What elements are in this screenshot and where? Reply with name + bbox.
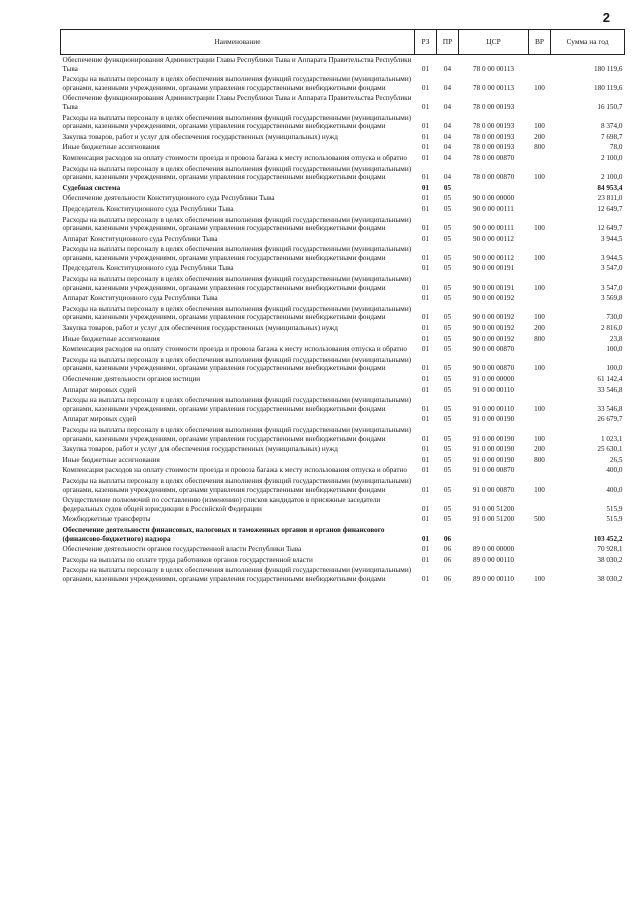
cell-csr: 90 0 00 00192: [472, 324, 515, 333]
cell-csr: 89 0 00 00110: [472, 555, 515, 564]
cell-pr: 05: [443, 466, 452, 475]
cell-pr: 05: [443, 294, 452, 303]
cell-sum: 100,0: [606, 345, 623, 354]
cell-vr: [529, 385, 551, 396]
cell-pr: 04: [443, 102, 452, 111]
cell-pr: 05: [443, 283, 452, 292]
cell-rz: 01: [421, 375, 430, 383]
cell-vr: [529, 93, 551, 112]
table-row: [61, 55, 625, 75]
cell-name: Обеспечение функционирования Администрации Главы Республики Тыва и Аппарата Правительства Республики Тыва: [62, 56, 412, 73]
cell-rz: 01: [421, 534, 430, 543]
cell-rz: 01: [421, 264, 430, 273]
table-row: [61, 323, 625, 334]
cell-csr: 90 0 00 00191: [472, 283, 515, 292]
cell-vr: [529, 525, 551, 544]
cell-csr: 91 0 00 00110: [472, 404, 515, 413]
cell-vr: [529, 465, 551, 476]
cell-rz: 01: [421, 445, 430, 454]
cell-pr: 05: [443, 364, 452, 373]
cell-csr: 90 0 00 00112: [472, 234, 515, 243]
cell-sum: 23,8: [609, 334, 623, 343]
cell-name: Расходы на выплаты персоналу в целях обеспечения выполнения функций государственными (муниципальными) органами, казенными учреждениями, органами управления государственными внебюджетными фондами: [62, 113, 412, 131]
cell-rz: 01: [421, 64, 430, 73]
cell-vr: [529, 263, 551, 274]
cell-rz: 01: [421, 294, 430, 303]
cell-sum: 103 452,2: [593, 534, 623, 543]
cell-sum: 16 150,7: [597, 102, 623, 111]
cell-rz: 01: [421, 183, 430, 192]
cell-rz: 01: [421, 132, 430, 141]
cell-vr: 100: [534, 253, 545, 262]
table-row: [61, 204, 625, 215]
cell-name: Судебная система: [62, 183, 121, 192]
table-row: [61, 374, 625, 385]
cell-rz: 01: [421, 466, 430, 475]
cell-rz: 01: [421, 224, 430, 233]
table-row: [61, 455, 625, 466]
cell-name: Обеспечение функционирования Администрации Главы Республики Тыва и Аппарата Правительства Республики Тыва: [62, 94, 412, 111]
table-body: [61, 55, 625, 585]
cell-name: Председатель Конституционного суда Республики Тыва: [62, 264, 234, 273]
table-row: [61, 142, 625, 153]
table-row: [61, 444, 625, 455]
cell-pr: 05: [443, 204, 452, 213]
cell-name: Расходы на выплаты персоналу в целях обеспечения выполнения функций государственными (муниципальными) органами, казенными учреждениями, органами управления государственными внебюджетными фондами: [62, 215, 412, 233]
cell-pr: 04: [443, 132, 452, 141]
cell-vr: [529, 153, 551, 164]
table-row: [61, 293, 625, 304]
table-row: [61, 93, 625, 112]
cell-rz: 01: [421, 574, 430, 583]
cell-name: Закупка товаров, работ и услуг для обеспечения государственных (муниципальных) нужд: [62, 324, 338, 333]
cell-csr: 90 0 00 00192: [472, 334, 515, 343]
cell-sum: 730,0: [606, 313, 623, 322]
table-row: [61, 234, 625, 245]
cell-rz: 01: [421, 253, 430, 262]
cell-rz: 01: [421, 485, 430, 494]
table-row: [61, 334, 625, 345]
cell-sum: 100,0: [606, 364, 623, 373]
cell-rz: 01: [421, 504, 430, 513]
budget-table: [60, 29, 625, 584]
cell-sum: 84 953,4: [597, 183, 623, 192]
cell-csr: 91 0 00 00190: [472, 434, 515, 443]
cell-name: Иные бюджетные ассигнования: [62, 143, 160, 152]
cell-sum: 3 944,5: [600, 234, 623, 243]
cell-vr: [529, 183, 551, 194]
header-csr: ЦСР: [459, 30, 529, 55]
cell-name: Расходы на выплаты персоналу в целях обеспечения выполнения функций государственными (муниципальными) органами, казенными учреждениями, органами управления государственными внебюджетными фондами: [62, 476, 412, 494]
cell-vr: 200: [534, 445, 545, 454]
cell-name: Аппарат мировых судей: [62, 385, 137, 394]
cell-sum: 3 944,5: [600, 253, 623, 262]
table-row: [61, 74, 625, 93]
cell-sum: 25 630,1: [597, 445, 623, 454]
cell-rz: 01: [421, 283, 430, 292]
table-row: [61, 244, 625, 263]
cell-name: Обеспечение деятельности органов юстиции: [62, 375, 201, 383]
cell-csr: 91 0 00 00870: [472, 485, 515, 494]
cell-name: Расходы на выплаты персоналу в целях обеспечения выполнения функций государственными (муниципальными) органами, казенными учреждениями, органами управления государственными внебюджетными фондами: [62, 425, 412, 443]
cell-name: Аппарат Конституционного суда Республики Тыва: [62, 234, 218, 243]
cell-csr: 91 0 00 00870: [472, 466, 515, 475]
table-row: [61, 193, 625, 204]
cell-name: Расходы на выплаты персоналу в целях обеспечения выполнения функций государственными (муниципальными) органами, казенными учреждениями, органами управления государственными внебюджетными фондами: [62, 164, 412, 182]
cell-sum: 400,0: [606, 466, 623, 475]
table-row: [61, 555, 625, 566]
cell-name: Расходы на выплаты персоналу в целях обеспечения выполнения функций государственными (муниципальными) органами, казенными учреждениями, органами управления государственными внебюджетными фондами: [62, 566, 412, 583]
cell-csr: 90 0 00 00111: [473, 224, 514, 233]
cell-name: Закупка товаров, работ и услуг для обеспечения государственных (муниципальных) нужд: [62, 132, 338, 141]
cell-sum: 38 030,2: [597, 574, 623, 583]
cell-pr: 05: [443, 313, 452, 322]
cell-csr: 90 0 00 00870: [472, 345, 515, 354]
table-row: [61, 344, 625, 355]
cell-csr: 91 0 00 00190: [472, 455, 515, 464]
cell-rz: 01: [421, 153, 430, 162]
cell-name: Председатель Конституционного суда Республики Тыва: [62, 204, 234, 213]
cell-csr: 91 0 00 00190: [472, 415, 515, 424]
page-number: 2: [602, 10, 610, 25]
header-sum: Сумма на год: [551, 30, 625, 55]
cell-csr: 78 0 00 00193: [472, 102, 515, 111]
cell-rz: 01: [421, 194, 430, 203]
header-name: Наименование: [61, 30, 415, 55]
cell-vr: 100: [534, 434, 545, 443]
table-row: [61, 304, 625, 323]
cell-rz: 01: [421, 173, 430, 182]
header-rz: РЗ: [415, 30, 437, 55]
cell-pr: 05: [443, 404, 452, 413]
cell-csr: 90 0 00 00192: [472, 294, 515, 303]
cell-name: Аппарат Конституционного суда Республики Тыва: [62, 294, 218, 303]
cell-rz: 01: [421, 204, 430, 213]
cell-rz: 01: [421, 324, 430, 333]
cell-sum: 61 142,4: [597, 375, 623, 383]
cell-sum: 2 816,0: [600, 324, 623, 333]
cell-pr: 05: [443, 434, 452, 443]
cell-vr: 200: [534, 132, 545, 141]
cell-sum: 8 374,0: [600, 122, 623, 131]
cell-name: Расходы на выплаты по оплате труда работников органов государственной власти: [62, 555, 313, 564]
cell-sum: 33 546,8: [597, 404, 623, 413]
table-row: [61, 565, 625, 584]
cell-name: Обеспечение деятельности органов государственной власти Республики Тыва: [62, 545, 302, 554]
table-row: [61, 525, 625, 544]
cell-pr: 06: [443, 534, 452, 543]
cell-name: Расходы на выплаты персоналу в целях обеспечения выполнения функций государственными (муниципальными) органами, казенными учреждениями, органами управления государственными внебюджетными фондами: [62, 75, 412, 92]
table-row: [61, 395, 625, 414]
cell-pr: 05: [443, 264, 452, 273]
table-row: [61, 153, 625, 164]
cell-sum: 23 811,0: [597, 194, 623, 203]
cell-csr: [459, 183, 529, 194]
cell-rz: 01: [421, 83, 430, 92]
table-row: [61, 385, 625, 396]
cell-rz: 01: [421, 122, 430, 131]
cell-name: Компенсация расходов на оплату стоимости проезда и провоза багажа к месту использования отпуска и обратно: [62, 466, 407, 475]
cell-vr: [529, 55, 551, 75]
cell-csr: 78 0 00 00193: [472, 132, 515, 141]
cell-csr: 90 0 00 00870: [472, 364, 515, 373]
cell-name: Компенсация расходов на оплату стоимости проезда и провоза багажа к месту использования отпуска и обратно: [62, 345, 407, 354]
cell-name: Расходы на выплаты персоналу в целях обеспечения выполнения функций государственными (муниципальными) органами, казенными учреждениями, органами управления государственными внебюджетными фондами: [62, 355, 412, 373]
cell-pr: 05: [443, 504, 452, 513]
cell-name: Обеспечение деятельности финансовых, налоговых и таможенных органов и органов финансового (финансово-бюджетного) надзора: [62, 525, 385, 543]
cell-name: Расходы на выплаты персоналу в целях обеспечения выполнения функций государственными (муниципальными) органами, казенными учреждениями, органами управления государственными внебюджетными фондами: [62, 275, 412, 292]
cell-pr: 05: [443, 324, 452, 333]
cell-vr: 100: [534, 83, 545, 92]
table-row: [61, 263, 625, 274]
cell-csr: 91 0 00 00110: [472, 385, 515, 394]
cell-vr: 100: [534, 364, 545, 373]
cell-csr: 78 0 00 00193: [472, 143, 515, 152]
cell-csr: 89 0 00 00000: [472, 545, 515, 554]
cell-pr: 05: [443, 234, 452, 243]
cell-pr: 05: [443, 334, 452, 343]
cell-pr: 05: [443, 415, 452, 424]
cell-name: Расходы на выплаты персоналу в целях обеспечения выполнения функций государственными (муниципальными) органами, казенными учреждениями, органами управления государственными внебюджетными фондами: [62, 304, 412, 322]
cell-csr: 90 0 00 00000: [472, 194, 515, 203]
cell-csr: 78 0 00 00870: [472, 173, 515, 182]
cell-name: Компенсация расходов на оплату стоимости проезда и провоза багажа к месту использования отпуска и обратно: [62, 153, 407, 162]
table-row: [61, 274, 625, 293]
cell-pr: 05: [443, 455, 452, 464]
cell-vr: 100: [534, 404, 545, 413]
cell-csr: 90 0 00 00111: [473, 204, 514, 213]
cell-name: Межбюджетные трансферты: [62, 515, 151, 524]
table-row: [61, 414, 625, 425]
cell-pr: 05: [443, 183, 452, 192]
header-vr: ВР: [529, 30, 551, 55]
table-row: [61, 132, 625, 143]
cell-pr: 05: [443, 345, 452, 354]
cell-sum: 3 569,8: [600, 294, 623, 303]
cell-name: Аппарат мировых судей: [62, 415, 137, 424]
table-row: [61, 113, 625, 132]
cell-pr: 04: [443, 173, 452, 182]
cell-csr: 91 0 00 51200: [472, 504, 515, 513]
cell-vr: 100: [534, 173, 545, 182]
cell-rz: 01: [421, 455, 430, 464]
cell-sum: 78,0: [609, 143, 623, 152]
cell-rz: 01: [421, 102, 430, 111]
cell-pr: 04: [443, 64, 452, 73]
cell-rz: 01: [421, 364, 430, 373]
cell-vr: [529, 544, 551, 555]
cell-rz: 01: [421, 345, 430, 354]
cell-vr: [529, 293, 551, 304]
cell-pr: 05: [443, 385, 452, 394]
cell-name: Иные бюджетные ассигнования: [62, 334, 160, 343]
cell-pr: 05: [443, 375, 452, 383]
header-pr: ПР: [437, 30, 459, 55]
cell-sum: 33 546,8: [597, 385, 623, 394]
cell-pr: 04: [443, 122, 452, 131]
table-row: [61, 495, 625, 514]
cell-pr: 05: [443, 445, 452, 454]
cell-sum: 12 649,7: [597, 224, 623, 233]
cell-sum: 38 030,2: [597, 555, 623, 564]
cell-csr: 90 0 00 00112: [472, 253, 515, 262]
cell-pr: 06: [443, 555, 452, 564]
cell-sum: 3 547,0: [600, 283, 623, 292]
cell-sum: 180 119,6: [594, 64, 623, 73]
table-row: [61, 476, 625, 495]
table-row: [61, 544, 625, 555]
cell-rz: 01: [421, 404, 430, 413]
cell-name: Расходы на выплаты персоналу в целях обеспечения выполнения функций государственными (муниципальными) органами, казенными учреждениями, органами управления государственными внебюджетными фондами: [62, 396, 412, 413]
cell-vr: 800: [534, 455, 545, 464]
cell-sum: 1 023,1: [600, 434, 623, 443]
cell-sum: 400,0: [606, 485, 623, 494]
cell-sum: 180 119,6: [594, 83, 623, 92]
cell-vr: 800: [534, 143, 545, 152]
cell-pr: 05: [443, 515, 452, 524]
table-header: [61, 30, 625, 55]
cell-vr: 100: [534, 313, 545, 322]
cell-vr: 200: [534, 324, 545, 333]
cell-vr: 100: [534, 224, 545, 233]
cell-csr: 91 0 00 00000: [472, 375, 515, 383]
cell-sum: 70 928,1: [597, 545, 623, 554]
cell-vr: 100: [534, 485, 545, 494]
table-row: [61, 164, 625, 183]
cell-vr: 500: [534, 515, 545, 524]
cell-csr: 90 0 00 00192: [472, 313, 515, 322]
cell-pr: 04: [443, 143, 452, 152]
cell-pr: 04: [443, 83, 452, 92]
cell-csr: 91 0 00 00190: [472, 445, 515, 454]
cell-vr: [529, 414, 551, 425]
cell-sum: 515,9: [606, 504, 623, 513]
cell-vr: [529, 234, 551, 245]
cell-pr: 05: [443, 194, 452, 203]
cell-csr: 78 0 00 00113: [472, 64, 515, 73]
cell-csr: 91 0 00 51200: [472, 515, 515, 524]
cell-vr: 100: [534, 574, 545, 583]
cell-rz: 01: [421, 555, 430, 564]
cell-pr: 05: [443, 485, 452, 494]
table-row: [61, 425, 625, 444]
cell-rz: 01: [421, 415, 430, 424]
cell-pr: 05: [443, 224, 452, 233]
cell-name: Обеспечение деятельности Конституционного суда Республики Тыва: [62, 194, 275, 203]
cell-csr: 78 0 00 00113: [472, 83, 515, 92]
cell-name: Закупка товаров, работ и услуг для обеспечения государственных (муниципальных) нужд: [62, 445, 338, 454]
cell-csr: 78 0 00 00870: [472, 153, 515, 162]
cell-rz: 01: [421, 545, 430, 554]
table-row: [61, 355, 625, 374]
cell-pr: 06: [443, 574, 452, 583]
cell-name: Осуществление полномочий по составлению (изменению) списков кандидатов в присяжные заседатели федеральных судов общей юрисдикции в Российской Федерации: [62, 496, 381, 513]
cell-name: Расходы на выплаты персоналу в целях обеспечения выполнения функций государственными (муниципальными) органами, казенными учреждениями, органами управления государственными внебюджетными фондами: [62, 245, 412, 262]
cell-vr: [529, 204, 551, 215]
cell-rz: 01: [421, 143, 430, 152]
cell-vr: [529, 495, 551, 514]
cell-sum: 26 679,7: [597, 415, 623, 424]
cell-csr: [459, 525, 529, 544]
table-row: [61, 514, 625, 525]
cell-vr: [529, 555, 551, 566]
cell-rz: 01: [421, 234, 430, 243]
cell-pr: 06: [443, 545, 452, 554]
cell-rz: 01: [421, 313, 430, 322]
table-row: [61, 183, 625, 194]
cell-vr: 800: [534, 334, 545, 343]
cell-csr: 89 0 00 00110: [472, 574, 515, 583]
cell-vr: 100: [534, 122, 545, 131]
cell-pr: 04: [443, 153, 452, 162]
cell-rz: 01: [421, 334, 430, 343]
cell-vr: 100: [534, 283, 545, 292]
cell-sum: 12 649,7: [597, 204, 623, 213]
cell-sum: 3 547,0: [600, 264, 623, 273]
cell-sum: 7 698,7: [600, 132, 623, 141]
cell-sum: 26,5: [609, 455, 623, 464]
cell-name: Иные бюджетные ассигнования: [62, 455, 160, 464]
cell-vr: [529, 193, 551, 204]
cell-sum: 515,9: [606, 515, 623, 524]
cell-sum: 2 100,0: [600, 153, 623, 162]
cell-vr: [529, 374, 551, 385]
cell-vr: [529, 344, 551, 355]
cell-rz: 01: [421, 434, 430, 443]
cell-rz: 01: [421, 385, 430, 394]
cell-csr: 90 0 00 00191: [472, 264, 515, 273]
cell-csr: 78 0 00 00193: [472, 122, 515, 131]
cell-rz: 01: [421, 515, 430, 524]
table-row: [61, 465, 625, 476]
cell-pr: 05: [443, 253, 452, 262]
table-row: [61, 215, 625, 234]
cell-sum: 2 100,0: [600, 173, 623, 182]
